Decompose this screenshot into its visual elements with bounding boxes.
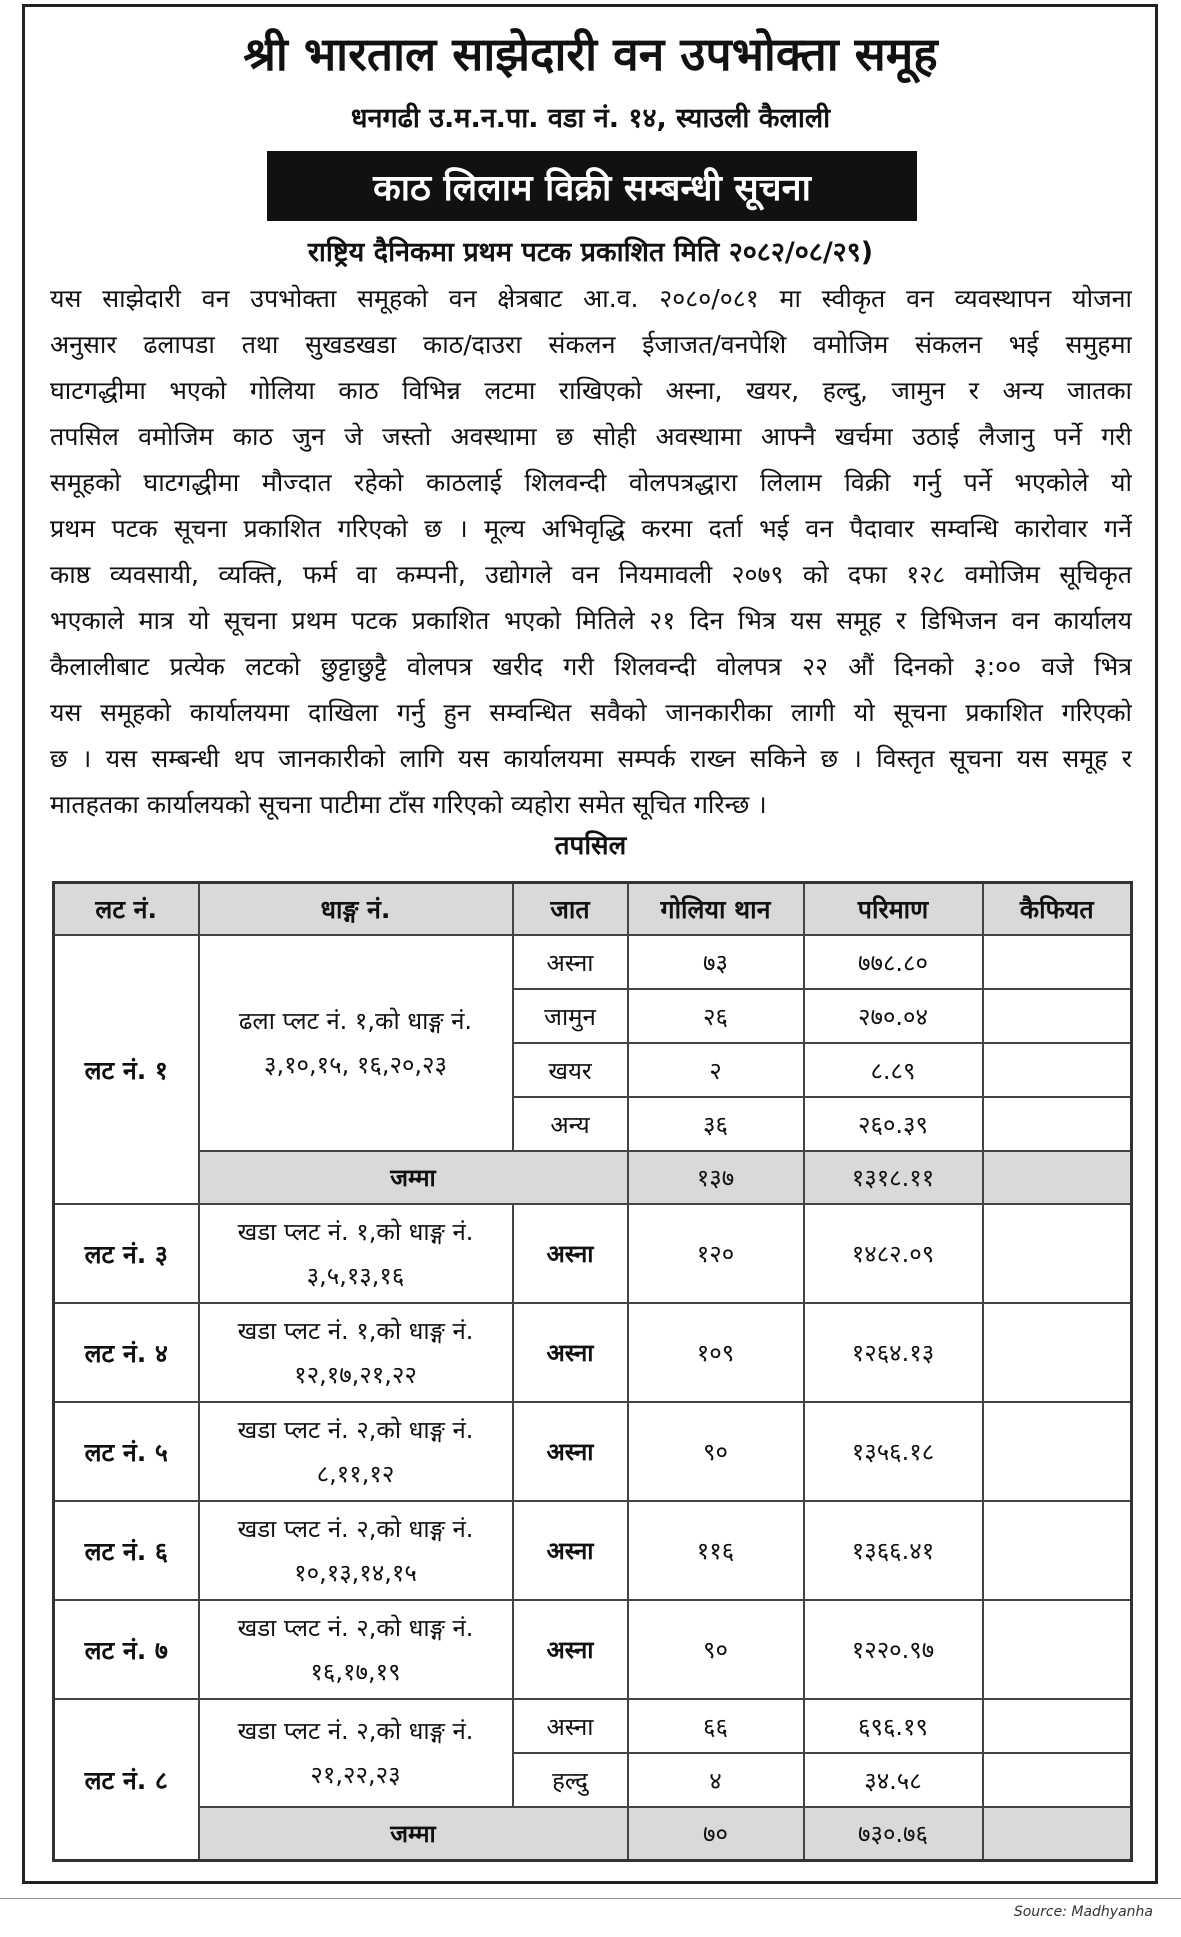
total-row xyxy=(54,1807,1132,1861)
remarks xyxy=(983,1204,1132,1303)
source-credit: Source: Madhyanha xyxy=(1013,1904,1153,1920)
body-line: छ । यस सम्बन्धी थप जानकारीको लागि यस कार्यालयमा सम्पर्क राख्न सकिने छ । विस्तृत सूचना यस समूह र xyxy=(50,744,1132,773)
lot-number: लट नं. ८ xyxy=(54,1699,199,1861)
dhang-number: ढला प्लट नं. १,को धाङ्ग नं. ३,१०,१५, १६,२०,२३ xyxy=(199,935,513,1151)
table-row xyxy=(54,1600,1132,1699)
total-count: ७० xyxy=(628,1807,804,1861)
org-address: धनगढी उ.म.न.पा. वडा नं. १४, स्याउली कैलाली xyxy=(350,103,831,134)
volume: ६९६.१९ xyxy=(804,1699,983,1753)
species: जामुन xyxy=(513,989,628,1043)
log-count: १२० xyxy=(628,1204,804,1303)
dhang-number: खडा प्लट नं. २,को धाङ्ग नं. १०,१३,१४,१५ xyxy=(199,1501,513,1600)
body-line: घाटगद्धीमा भएको गोलिया काठ विभिन्न लटमा राखिएको अस्ना, खयर, हल्दु, जामुन र अन्य जातका xyxy=(50,376,1132,405)
log-count: ११६ xyxy=(628,1501,804,1600)
log-count: ६६ xyxy=(628,1699,804,1753)
remarks xyxy=(983,1501,1132,1600)
table-header xyxy=(54,883,1132,936)
header-species: जात xyxy=(513,883,628,936)
species: अस्ना xyxy=(513,1699,628,1753)
header-dhang: धाङ्ग नं. xyxy=(199,883,513,936)
table-row xyxy=(54,1204,1132,1303)
dhang-number: खडा प्लट नं. १,को धाङ्ग नं. १२,१७,२१,२२ xyxy=(199,1303,513,1402)
log-count: ७३ xyxy=(628,935,804,989)
volume: २७०.०४ xyxy=(804,989,983,1043)
publication-date-line: राष्ट्रिय दैनिकमा प्रथम पटक प्रकाशित मिति २०८२/०८/२९) xyxy=(307,237,874,268)
log-count: ४ xyxy=(628,1753,804,1807)
log-count: २ xyxy=(628,1043,804,1097)
log-count: १०९ xyxy=(628,1303,804,1402)
body-line: कैलालीबाट प्रत्येक लटको छुट्टाछुट्टै वोलपत्र खरीद गरी शिलवन्दी वोलपत्र २२ औं दिनको ३:०० वजे भित्र xyxy=(50,652,1132,681)
species: खयर xyxy=(513,1043,628,1097)
lot-number: लट नं. ६ xyxy=(54,1501,199,1600)
volume: ८.८९ xyxy=(804,1043,983,1097)
volume: १३६६.४१ xyxy=(804,1501,983,1600)
dhang-number: खडा प्लट नं. १,को धाङ्ग नं. ३,५,१३,१६ xyxy=(199,1204,513,1303)
log-count: ३६ xyxy=(628,1097,804,1151)
total-volume: १३१८.११ xyxy=(804,1151,983,1204)
volume: २६०.३९ xyxy=(804,1097,983,1151)
remarks xyxy=(983,935,1132,989)
species: अस्ना xyxy=(513,1402,628,1501)
remarks xyxy=(983,1043,1132,1097)
org-title: श्री भारताल साझेदारी वन उपभोक्ता समूह xyxy=(243,27,938,81)
log-count: २६ xyxy=(628,989,804,1043)
body-line: यस साझेदारी वन उपभोक्ता समूहको वन क्षेत्रबाट आ.व. २०८०/०८१ मा स्वीकृत वन व्यवस्थापन योजना xyxy=(50,284,1132,313)
remarks xyxy=(983,1097,1132,1151)
species: अस्ना xyxy=(513,1303,628,1402)
notice-banner: काठ लिलाम विक्री सम्बन्धी सूचना xyxy=(267,151,917,221)
volume: ७७८.८० xyxy=(804,935,983,989)
total-label: जम्मा xyxy=(199,1151,628,1204)
volume: १४८२.०९ xyxy=(804,1204,983,1303)
total-volume: ७३०.७६ xyxy=(804,1807,983,1861)
body-line: समूहको घाटगद्धीमा मौज्दात रहेको काठलाई शिलवन्दी वोलपत्रद्धारा लिलाम विक्री गर्नु पर्ने भएकोले यो xyxy=(50,468,1132,497)
table-row xyxy=(54,1699,1132,1753)
log-count: ९० xyxy=(628,1600,804,1699)
species: हल्दु xyxy=(513,1753,628,1807)
divider xyxy=(0,1898,1181,1899)
species: अस्ना xyxy=(513,1204,628,1303)
lot-number: लट नं. १ xyxy=(54,935,199,1204)
remarks xyxy=(983,1807,1132,1861)
body-line: प्रथम पटक सूचना प्रकाशित गरिएको छ । मूल्य अभिवृद्धि करमा दर्ता भई वन पैदावार सम्वन्धि कारोवार गर्ने xyxy=(50,514,1132,543)
dhang-number: खडा प्लट नं. २,को धाङ्ग नं. २१,२२,२३ xyxy=(199,1699,513,1807)
remarks xyxy=(983,1303,1132,1402)
table-row xyxy=(54,935,1132,989)
volume: १२२०.९७ xyxy=(804,1600,983,1699)
body-line: भएकाले मात्र यो सूचना प्रथम पटक प्रकाशित भएको मितिले २१ दिन भित्र यस समूह र डिभिजन वन कार्यालय xyxy=(50,606,1132,635)
volume: १२६४.१३ xyxy=(804,1303,983,1402)
body-line: मातहतका कार्यालयको सूचना पाटीमा टाँस गरिएको व्यहोरा समेत सूचित गरिन्छ । xyxy=(50,790,767,819)
table-row xyxy=(54,1303,1132,1402)
body-line: काष्ठ व्यवसायी, व्यक्ति, फर्म वा कम्पनी, उद्योगले वन नियमावली २०७९ को दफा १२८ वमोजिम सूचिकृत xyxy=(50,560,1132,589)
species: अस्ना xyxy=(513,935,628,989)
lot-number: लट नं. ५ xyxy=(54,1402,199,1501)
species: अस्ना xyxy=(513,1600,628,1699)
header-remarks: कैफियत xyxy=(983,883,1132,936)
volume: १३५६.१८ xyxy=(804,1402,983,1501)
dhang-number: खडा प्लट नं. २,को धाङ्ग नं. १६,१७,१९ xyxy=(199,1600,513,1699)
log-count: ९० xyxy=(628,1402,804,1501)
remarks xyxy=(983,1151,1132,1204)
remarks xyxy=(983,989,1132,1043)
total-label: जम्मा xyxy=(199,1807,628,1861)
total-row xyxy=(54,1151,1132,1204)
remarks xyxy=(983,1600,1132,1699)
remarks xyxy=(983,1699,1132,1753)
body-line: यस समूहको कार्यालयमा दाखिला गर्नु हुन सम्वन्धित सवैको जानकारीका लागी यो सूचना प्रकाशित गरिएको xyxy=(50,698,1132,727)
remarks xyxy=(983,1753,1132,1807)
header-count: गोलिया थान xyxy=(628,883,804,936)
table-row xyxy=(54,1501,1132,1600)
lot-number: लट नं. ३ xyxy=(54,1204,199,1303)
volume: ३४.५८ xyxy=(804,1753,983,1807)
remarks xyxy=(983,1402,1132,1501)
lot-number: लट नं. ४ xyxy=(54,1303,199,1402)
species: अन्य xyxy=(513,1097,628,1151)
total-count: १३७ xyxy=(628,1151,804,1204)
notice-body xyxy=(50,276,1132,828)
species: अस्ना xyxy=(513,1501,628,1600)
table-title: तपसिल xyxy=(554,831,627,861)
body-line: अनुसार ढलापडा तथा सुखडखडा काठ/दाउरा संकलन ईजाजत/वनपेशि वमोजिम संकलन भई समुहमा xyxy=(50,330,1132,359)
lot-table xyxy=(52,881,1133,1862)
table-row xyxy=(54,1402,1132,1501)
lot-number: लट नं. ७ xyxy=(54,1600,199,1699)
dhang-number: खडा प्लट नं. २,को धाङ्ग नं. ८,११,१२ xyxy=(199,1402,513,1501)
header-volume: परिमाण xyxy=(804,883,983,936)
header-lot: लट नं. xyxy=(54,883,199,936)
body-line: तपसिल वमोजिम काठ जुन जे जस्तो अवस्थामा छ सोही अवस्थामा आफ्नै खर्चमा उठाई लैजानु पर्ने गरी xyxy=(50,422,1132,451)
